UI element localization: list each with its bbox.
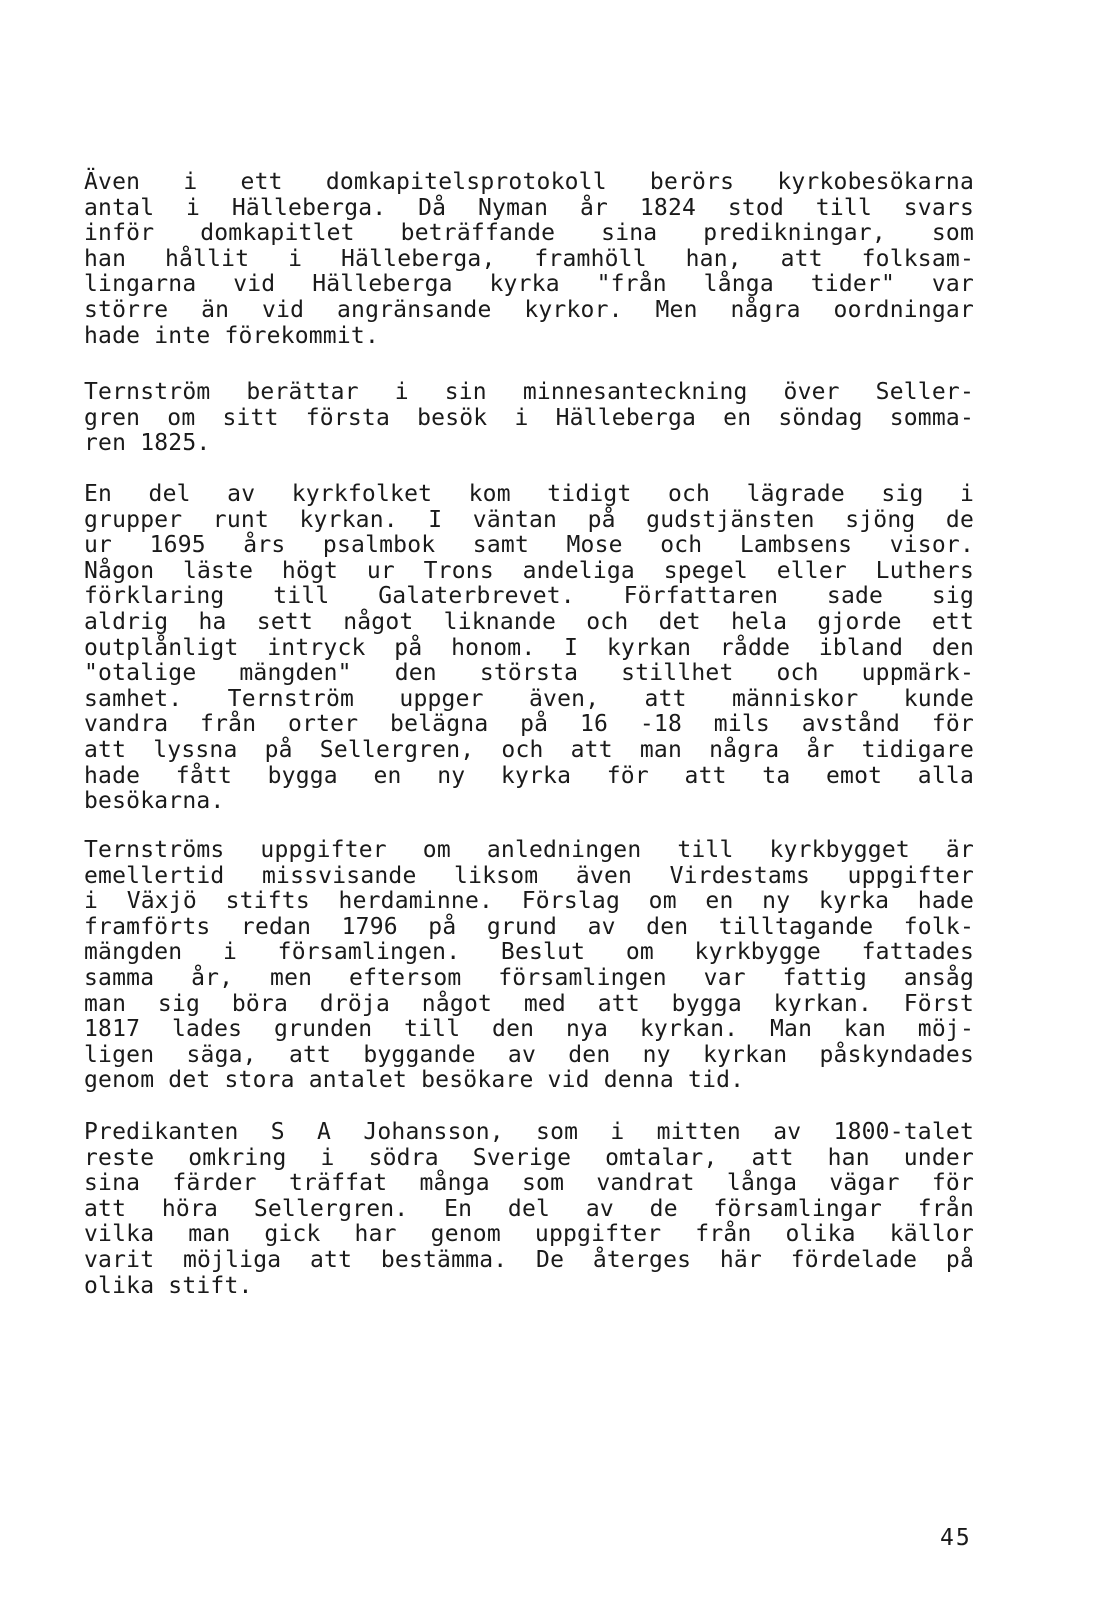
text-line: förklaring till Galaterbrevet. Författaren sade sig	[84, 583, 974, 610]
text-line: 1817 lades grunden till den nya kyrkan. Man kan möj-	[84, 1016, 974, 1043]
text-line: genom det stora antalet besökare vid denna tid.	[84, 1067, 745, 1094]
text-line: grupper runt kyrkan. I väntan på gudstjänsten sjöng de	[84, 506, 974, 533]
text-line: mängden i församlingen. Beslut om kyrkbygge fattades	[84, 939, 974, 966]
text-line: vilka man gick har genom uppgifter från olika källor	[84, 1221, 974, 1248]
text-line: framförts redan 1796 på grund av den tilltagande folk-	[84, 913, 974, 940]
text-line: han hållit i Hälleberga, framhöll han, att folksam-	[84, 245, 974, 272]
paragraph-3	[84, 482, 974, 815]
text-line: sina färder träffat många som vandrat långa vägar för	[84, 1170, 974, 1197]
paragraph-2	[84, 380, 974, 457]
text-line: Någon läste högt ur Trons andeliga spegel eller Luthers	[84, 557, 974, 584]
text-line: hade fått bygga en ny kyrka för att ta emot alla	[84, 762, 974, 789]
text-line: Predikanten S A Johansson, som i mitten av 1800-talet	[84, 1119, 974, 1145]
text-line: vandra från orter belägna på 16 -18 mils avstånd för	[84, 711, 974, 738]
paragraph-5	[84, 1120, 974, 1299]
text-line: "otalige mängden" den största stillhet och uppmärk-	[84, 660, 974, 687]
text-line: inför domkapitlet beträffande sina predikningar, som	[84, 220, 974, 247]
text-line: En del av kyrkfolket kom tidigt och lägrade sig i	[84, 481, 974, 507]
text-line: ur 1695 års psalmbok samt Mose och Lambsens visor.	[84, 532, 974, 559]
text-line: Ternström berättar i sin minnesanteckning över Seller-	[84, 379, 974, 405]
text-line: samma år, men eftersom församlingen var fattig ansåg	[84, 964, 974, 991]
text-line: antal i Hälleberga. Då Nyman år 1824 stod till svars	[84, 194, 974, 221]
text-line: ren 1825.	[84, 430, 211, 457]
text-line: att höra Sellergren. En del av de församlingar från	[84, 1195, 974, 1222]
paragraph-4	[84, 838, 974, 1094]
text-line: ligen säga, att byggande av den ny kyrkan påskyndades	[84, 1041, 974, 1068]
text-line: emellertid missvisande liksom även Virdestams uppgifter	[84, 862, 974, 889]
text-line: olika stift.	[84, 1272, 253, 1299]
text-line: större än vid angränsande kyrkor. Men några oordningar	[84, 296, 974, 323]
text-line: reste omkring i södra Sverige omtalar, att han under	[84, 1144, 974, 1171]
text-line: Även i ett domkapitelsprotokoll berörs kyrkobesökarna	[84, 169, 974, 195]
text-line: besökarna.	[84, 788, 225, 815]
text-line: varit möjliga att bestämma. De återges här fördelade på	[84, 1246, 974, 1273]
text-line: aldrig ha sett något liknande och det hela gjorde ett	[84, 608, 974, 635]
text-line: att lyssna på Sellergren, och att man några år tidigare	[84, 736, 974, 763]
text-line: samhet. Ternström uppger även, att människor kunde	[84, 685, 974, 712]
text-line: gren om sitt första besök i Hälleberga en söndag somma-	[84, 404, 974, 431]
paragraph-1	[84, 170, 974, 349]
text-line: lingarna vid Hälleberga kyrka "från långa tider" var	[84, 271, 974, 298]
page-number: 45	[940, 1525, 972, 1551]
text-line: i Växjö stifts herdaminne. Förslag om en ny kyrka hade	[84, 888, 974, 915]
text-line: outplånligt intryck på honom. I kyrkan rådde ibland den	[84, 634, 974, 661]
text-line: man sig böra dröja något med att bygga kyrkan. Först	[84, 990, 974, 1017]
text-line: hade inte förekommit.	[84, 322, 379, 349]
text-line: Ternströms uppgifter om anledningen till kyrkbygget är	[84, 837, 974, 863]
